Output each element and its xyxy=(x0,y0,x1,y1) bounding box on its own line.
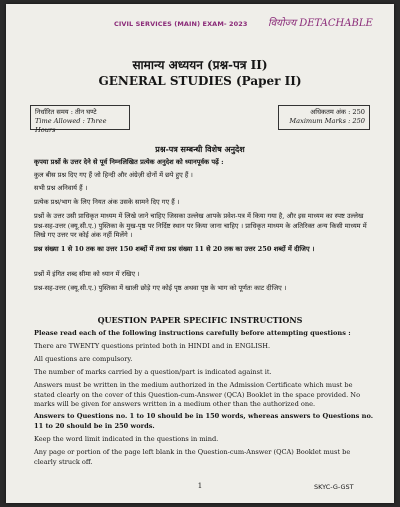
hindi-instruction-7: प्रश्नों में इंगित शब्द सीमा को ध्यान में रखिए । xyxy=(34,270,140,278)
time-allowed-box xyxy=(30,105,130,134)
question-paper-page xyxy=(6,4,394,503)
hindi-instruction-3: सभी प्रश्न अनिवार्य हैं । xyxy=(34,184,88,192)
detachable-label: वियोज्य DETACHABLE xyxy=(268,18,373,29)
hindi-instruction-1: कृपया प्रश्नों के उत्तर देने से पूर्व निम्नलिखित प्रत्येक अनुदेश को ध्यानपूर्वक पढ़ें : xyxy=(34,158,224,166)
hindi-instructions-heading: प्रश्न-पत्र सम्बन्धी विशेष अनुदेश xyxy=(155,144,245,154)
hindi-instruction-2: कुल बीस प्रश्न दिए गए हैं जो हिन्दी और अंग्रेज़ी दोनों में छपे हुए हैं । xyxy=(34,171,193,179)
maximum-marks-english: Maximum Marks : 250 xyxy=(289,117,365,125)
english-instruction-8: Any page or portion of the page left blank in the Question-cum-Answer (QCA) Booklet must be clearly struck off. xyxy=(34,448,351,466)
english-instruction-2: There are TWENTY questions printed both in HINDI and in ENGLISH. xyxy=(34,342,271,350)
maximum-marks-box xyxy=(278,105,370,130)
page-number: 1 xyxy=(197,482,203,490)
english-instruction-3: All questions are compulsory. xyxy=(34,355,133,363)
hindi-instruction-5: प्रश्नों के उत्तर उसी प्राधिकृत माध्यम में लिखे जाने चाहिए जिसका उल्लेख आपके प्रवेश-पत्र में किया गया है, और इस माध्यम का स्पष्ट उल्लेख प्रश्न-सह-उत्तर (क्यू.सी.ए.) पुस्तिका के मुख-पृष्ठ पर निर्दिष्ट स्थान पर किया जाना चाहिए । प्राधिकृत माध्यम के अतिरिक्त अन्य किसी माध्यम में लिखे गए उत्तर पर कोई अंक नहीं मिलेंगे । xyxy=(34,212,367,239)
english-instruction-4: The number of marks carried by a question/part is indicated against it. xyxy=(34,368,272,376)
hindi-instruction-8: प्रश्न-सह-उत्तर (क्यू.सी.ए.) पुस्तिका में खाली छोड़े गए कोई पृष्ठ अथवा पृष्ठ के भाग को पूर्णतः काट दीजिए । xyxy=(34,284,287,292)
english-instruction-6: Answers to Questions no. 1 to 10 should be in 150 words, whereas answers to Questions no. 11 to 20 should be in 250 words. xyxy=(34,412,374,430)
booklet-code: SKYC-G-GST xyxy=(314,483,354,491)
hindi-instruction-6: प्रश्न संख्या 1 से 10 तक का उत्तर 150 शब्दों में तथा प्रश्न संख्या 11 से 20 तक का उत्तर 250 शब्दों में दीजिए । xyxy=(34,245,315,253)
paper-title-english: GENERAL STUDIES (Paper II) xyxy=(98,74,302,88)
english-instructions-heading: QUESTION PAPER SPECIFIC INSTRUCTIONS xyxy=(97,315,303,325)
exam-title: CIVIL SERVICES (MAIN) EXAM- 2023 xyxy=(114,20,248,28)
english-instruction-1: Please read each of the following instructions carefully before attempting questions : xyxy=(34,329,351,337)
paper-title-hindi: सामान्य अध्ययन (प्रश्न-पत्र II) xyxy=(132,58,268,72)
hindi-instruction-4: प्रत्येक प्रश्न/भाग के लिए नियत अंक उसके सामने दिए गए हैं । xyxy=(34,198,180,206)
time-allowed-english: Time Allowed : Three Hours xyxy=(35,117,107,134)
english-instruction-7: Keep the word limit indicated in the questions in mind. xyxy=(34,435,219,443)
maximum-marks-hindi: अधिकतम अंक : 250 xyxy=(310,108,365,116)
time-allowed-hindi: निर्धारित समय : तीन घण्टे xyxy=(35,108,97,116)
english-instruction-5: Answers must be written in the medium authorized in the Admission Certificate which must be stated clearly on the cover of this Question-cum-Answer (QCA) Booklet in the space provided. No marks will be given for answers written in a medium other than the authorized one. xyxy=(34,381,361,408)
